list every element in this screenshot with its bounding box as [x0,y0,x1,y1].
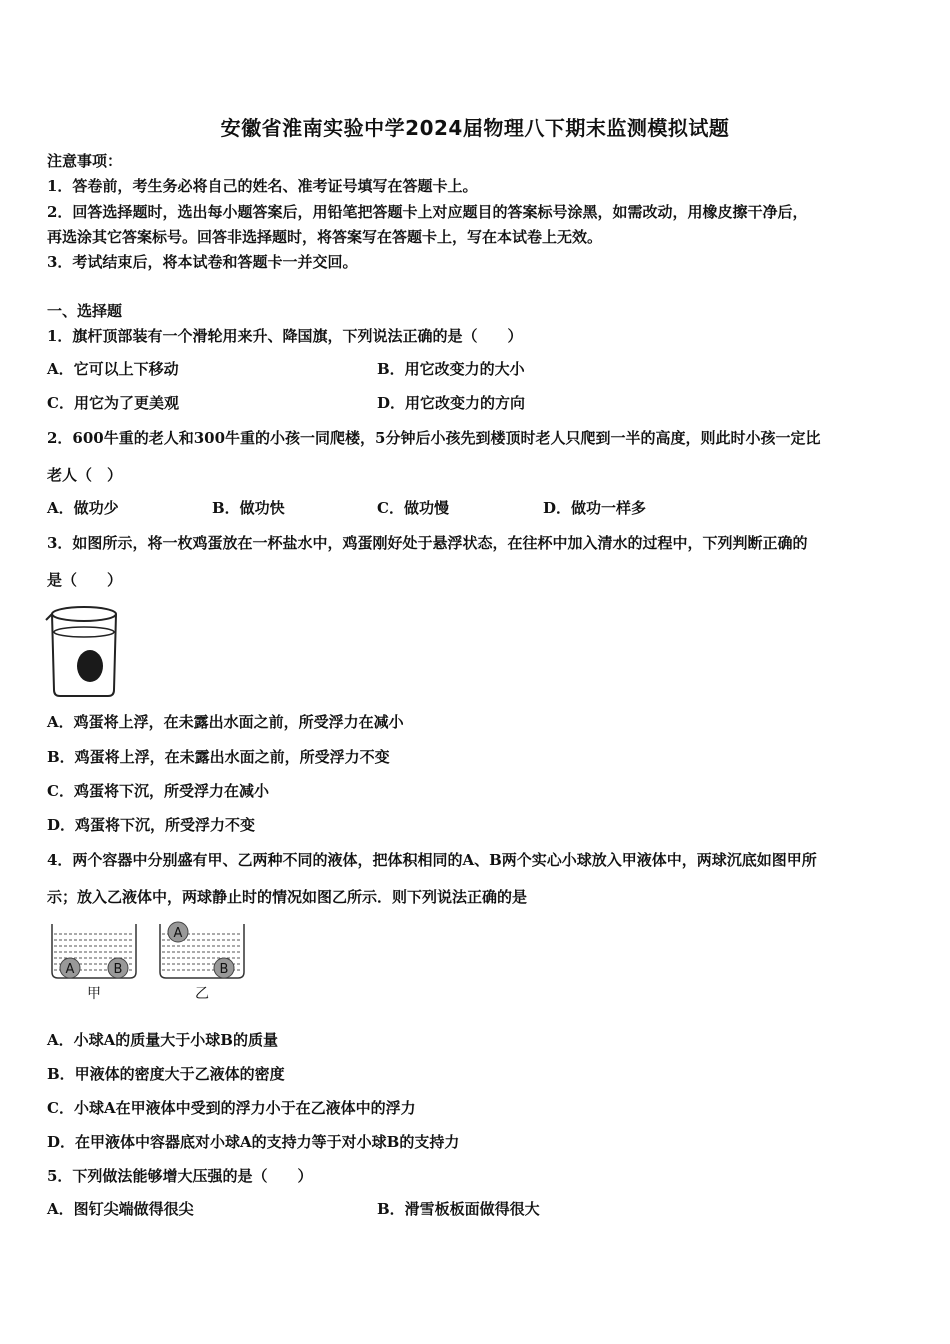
question-3-stem-cont: 是（ ） [47,571,123,589]
two-containers-figure [48,918,248,1002]
beaker-egg-figure [42,600,126,700]
q2-option-b: B．做功快 [212,499,285,517]
question-3-stem: 3．如图所示，将一枚鸡蛋放在一杯盐水中，鸡蛋刚好处于悬浮状态，在往杯中加入清水的过程中，下列判断正确的 [47,534,808,552]
q4-option-c: C．小球A在甲液体中受到的浮力小于在乙液体中的浮力 [47,1099,416,1117]
egg [77,650,103,682]
question-4-stem-cont: 示；放入乙液体中，两球静止时的情况如图乙所示．则下列说法正确的是 [47,888,528,906]
q3-option-c: C．鸡蛋将下沉，所受浮力在减小 [47,782,269,800]
q1-option-b: B．用它改变力的大小 [377,360,525,378]
q2-option-c: C．做功慢 [377,499,449,517]
ball-b-left-label: B [113,962,123,977]
ball-b-right-label: B [219,962,229,977]
left-container-label: 甲 [87,986,101,1002]
question-4-stem: 4．两个容器中分别盛有甲、乙两种不同的液体，把体积相同的A、B两个实心小球放入甲液体中，两球沉底如图甲所 [47,851,817,869]
q1-option-c: C．用它为了更美观 [47,394,179,412]
q1-option-d: D．用它改变力的方向 [377,394,526,412]
question-5-stem: 5．下列做法能够增大压强的是（ ） [47,1167,313,1185]
notice-item: 1．答卷前，考生务必将自己的姓名、准考证号填写在答题卡上。 [47,177,478,195]
q5-option-a: A．图钉尖端做得很尖 [47,1200,194,1218]
notice-heading: 注意事项： [47,152,123,170]
q3-option-a: A．鸡蛋将上浮，在未露出水面之前，所受浮力在减小 [47,713,404,731]
q1-option-a: A．它可以上下移动 [47,360,179,378]
q5-option-b: B．滑雪板板面做得很大 [377,1200,540,1218]
q2-option-a: A．做功少 [47,499,119,517]
notice-item: 3．考试结束后，将本试卷和答题卡一并交回。 [47,253,358,271]
question-2-stem-cont: 老人（ ） [47,466,123,484]
q2-option-d: D．做功一样多 [543,499,647,517]
section-heading: 一、选择题 [47,302,123,320]
question-1-stem: 1．旗杆顶部装有一个滑轮用来升、降国旗，下列说法正确的是（ ） [47,327,523,345]
notice-item: 2．回答选择题时，选出每小题答案后，用铅笔把答题卡上对应题目的答案标号涂黑，如需改动，用橡皮擦干净后， [47,203,808,221]
question-2-stem: 2．600牛重的老人和300牛重的小孩一同爬楼，5分钟后小孩先到楼顶时老人只爬到一半的高度，则此时小孩一定比 [47,429,821,447]
notice-item: 再选涂其它答案标号。回答非选择题时，将答案写在答题卡上，写在本试卷上无效。 [47,228,603,246]
q3-option-b: B．鸡蛋将上浮，在未露出水面之前，所受浮力不变 [47,748,390,766]
q4-option-d: D．在甲液体中容器底对小球A的支持力等于对小球B的支持力 [47,1133,460,1151]
right-container-label: 乙 [195,986,209,1002]
q4-option-b: B．甲液体的密度大于乙液体的密度 [47,1065,285,1083]
q3-option-d: D．鸡蛋将下沉，所受浮力不变 [47,816,256,834]
page-title: 安徽省淮南实验中学2024届物理八下期末监测模拟试题 [220,116,730,140]
q4-option-a: A．小球A的质量大于小球B的质量 [47,1031,278,1049]
ball-a-right-label: A [173,926,183,941]
ball-a-left-label: A [65,962,75,977]
